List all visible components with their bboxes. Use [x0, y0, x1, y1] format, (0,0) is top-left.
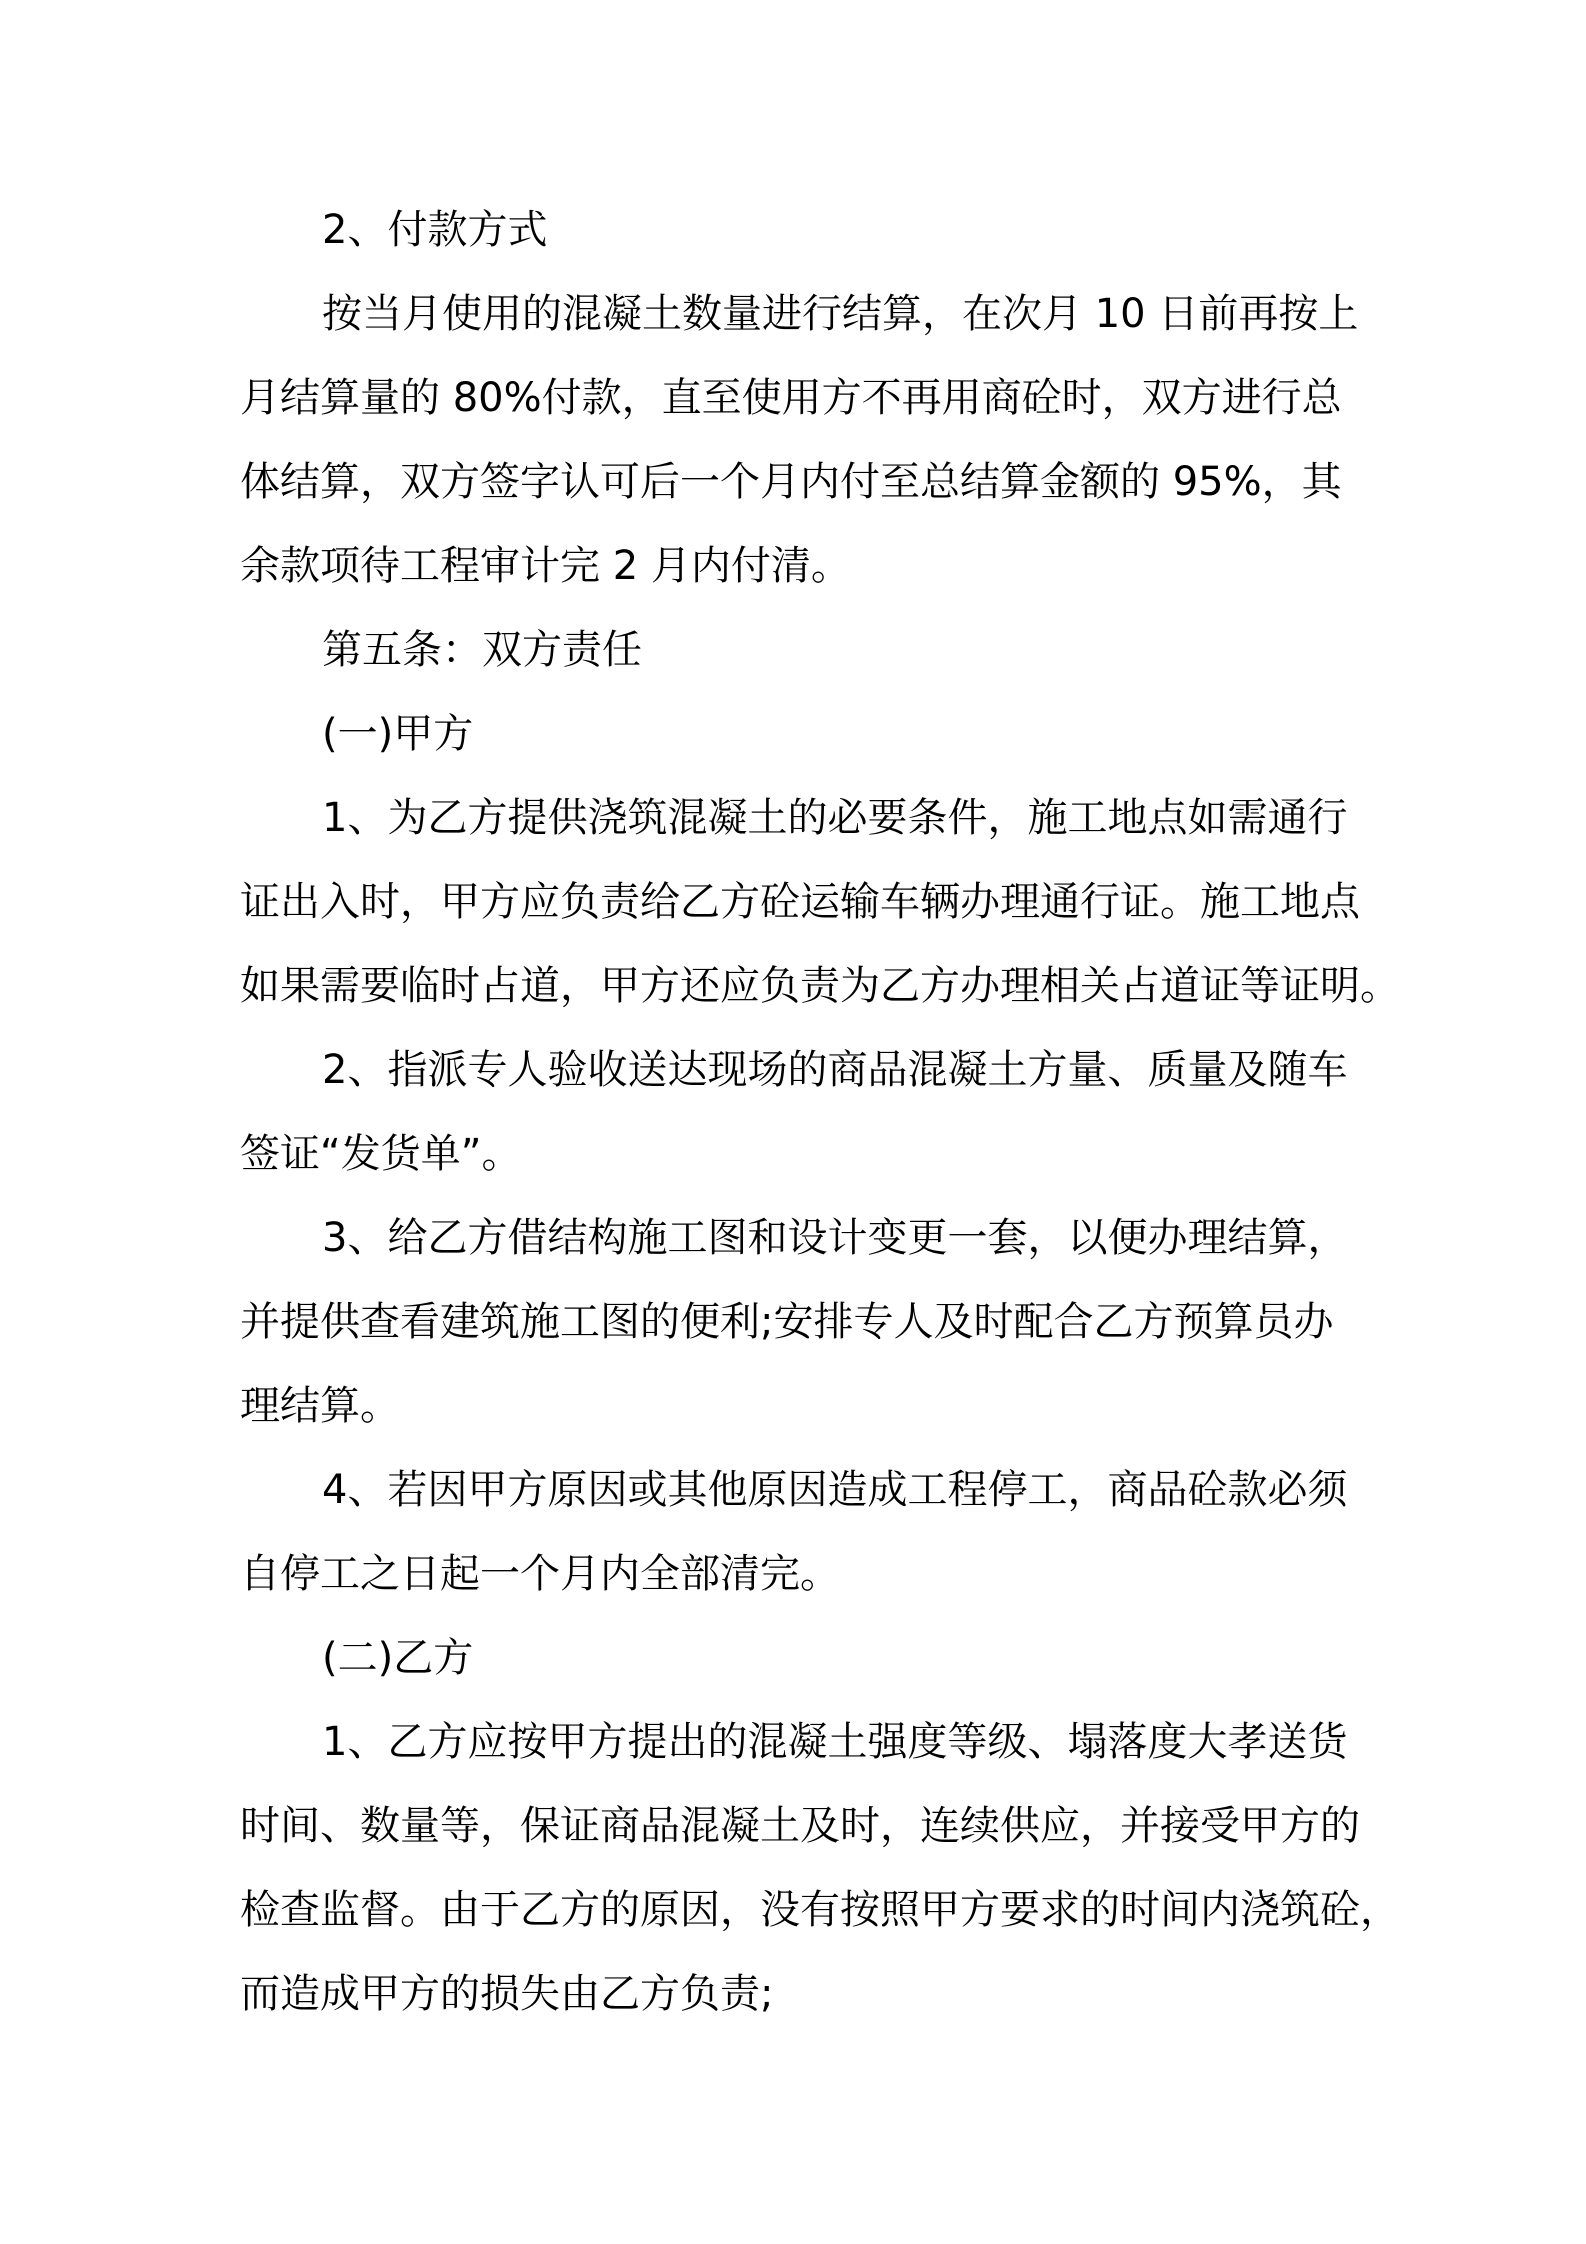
paragraph-line: 3、给乙方借结构施工图和设计变更一套，以便办理结算，: [322, 1215, 1348, 1261]
paragraph-line: 时间、数量等，保证商品混凝土及时，连续供应，并接受甲方的: [240, 1803, 1360, 1849]
paragraph-line: 而造成甲方的损失由乙方负责;: [240, 1971, 774, 2017]
section-heading-payment-method: 2、付款方式: [322, 207, 548, 253]
paragraph-line: 体结算，双方签字认可后一个月内付至总结算金额的 95%，其: [240, 459, 1342, 505]
paragraph-line: 理结算。: [240, 1383, 400, 1429]
party-b-heading: (二)乙方: [322, 1635, 474, 1681]
paragraph-line: 按当月使用的混凝土数量进行结算，在次月 10 日前再按上: [322, 291, 1359, 337]
paragraph-line: 1、乙方应按甲方提出的混凝土强度等级、塌落度大孝送货: [322, 1719, 1348, 1765]
party-a-heading: (一)甲方: [322, 711, 474, 757]
paragraph-line: 自停工之日起一个月内全部清完。: [240, 1551, 840, 1597]
paragraph-line: 如果需要临时占道，甲方还应负责为乙方办理相关占道证等证明。: [240, 963, 1400, 1009]
paragraph-line: 2、指派专人验收送达现场的商品混凝土方量、质量及随车: [322, 1047, 1348, 1093]
paragraph-line: 余款项待工程审计完 2 月内付清。: [240, 543, 851, 589]
paragraph-line: 检查监督。由于乙方的原因，没有按照甲方要求的时间内浇筑砼，: [240, 1887, 1400, 1933]
article-heading: 第五条：双方责任: [322, 627, 642, 673]
paragraph-line: 月结算量的 80%付款，直至使用方不再用商砼时，双方进行总: [240, 375, 1342, 421]
paragraph-line: 4、若因甲方原因或其他原因造成工程停工，商品砼款必须: [322, 1467, 1348, 1513]
paragraph-line: 证出入时，甲方应负责给乙方砼运输车辆办理通行证。施工地点: [240, 879, 1360, 925]
paragraph-line: 签证“发货单”。: [240, 1131, 522, 1177]
paragraph-line: 并提供查看建筑施工图的便利;安排专人及时配合乙方预算员办: [240, 1299, 1334, 1345]
paragraph-line: 1、为乙方提供浇筑混凝土的必要条件，施工地点如需通行: [322, 795, 1348, 841]
